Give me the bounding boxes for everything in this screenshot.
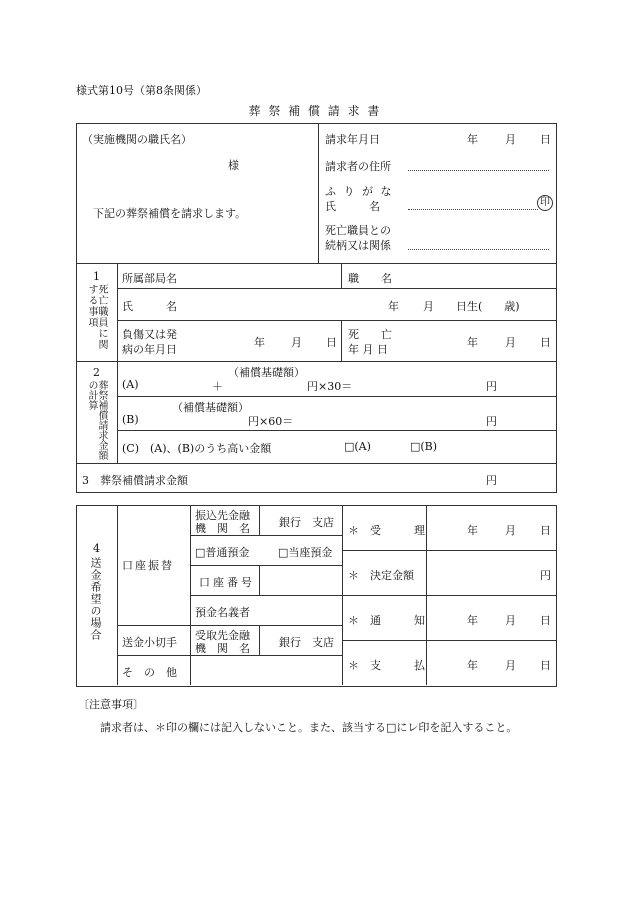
claimant-name-field[interactable]: [408, 209, 538, 210]
other-label: そ の 他: [122, 666, 177, 679]
request-date-label: 請求年月日: [325, 133, 380, 146]
section1-label: 死亡職員に関する事項: [86, 284, 107, 350]
recv-bank-label-2: 機 関 名: [195, 642, 250, 655]
section2-number: 2: [93, 366, 100, 379]
notice-month: 月: [505, 614, 516, 627]
death-date-label-2: 年 月 日: [348, 343, 388, 356]
deposit-ordinary-checkbox[interactable]: □普通預金: [195, 546, 250, 559]
calc-c-label: (C) (A)、(B)のうち高い金額: [122, 442, 272, 455]
base-amount-label-b: （補償基礎額）: [172, 401, 249, 414]
payment-label: ＊ 支 払: [348, 659, 425, 672]
money-order-label: 送金小切手: [122, 636, 177, 649]
deceased-name-label: 氏 名: [122, 300, 177, 313]
calc-b-yen: 円: [486, 415, 497, 428]
form-number: 様式第10号（第8条関係）: [76, 84, 207, 97]
dept-label: 所属部局名: [122, 272, 177, 285]
injury-month: 月: [291, 336, 302, 349]
receipt-label: ＊ 受 理: [348, 524, 425, 537]
decision-amount-yen: 円: [540, 569, 551, 582]
death-month: 月: [505, 336, 516, 349]
calc-a-label: (A): [122, 378, 139, 391]
birth-day-age: 日生( 歳): [456, 300, 520, 313]
address-field[interactable]: [408, 170, 549, 171]
calc-a-formula: 円×30＝: [307, 380, 353, 393]
payment-year: 年: [467, 659, 478, 672]
calc-b-formula: 円×60＝: [248, 415, 294, 428]
relation-field[interactable]: [408, 249, 549, 250]
calc-c-option-b[interactable]: □(B): [410, 440, 438, 453]
section3-label: 3 葬祭補償請求金額: [82, 474, 188, 487]
calc-a-yen: 円: [486, 380, 497, 393]
furigana-label: ふ り が な: [325, 185, 394, 198]
notes-text: 請求者は、＊印の欄には記入しないこと。また、該当する□にレ印を記入すること。: [100, 721, 518, 734]
section3-yen: 円: [486, 474, 497, 487]
notes-heading: 〔注意事項〕: [78, 698, 144, 711]
post-label: 職 名: [348, 272, 392, 285]
section4-number: 4: [93, 542, 100, 555]
receipt-month: 月: [505, 524, 516, 537]
request-date-year: 年: [467, 133, 478, 146]
injury-year: 年: [254, 336, 265, 349]
birth-year: 年: [388, 300, 399, 313]
calc-c-option-a[interactable]: □(A): [344, 440, 371, 453]
request-date-day: 日: [540, 133, 551, 146]
institution-label: （実施機関の職氏名）: [82, 133, 192, 146]
notice-day: 日: [540, 614, 551, 627]
relation-label-1: 死亡職員との: [325, 224, 391, 237]
base-amount-label-a: （補償基礎額）: [228, 366, 305, 379]
account-holder-label: 預金名義者: [195, 606, 250, 619]
claimant-name-label: 氏 名: [325, 200, 380, 213]
injury-date-label-2: 病の年月日: [122, 343, 177, 356]
receipt-day: 日: [540, 524, 551, 537]
bank-label-1: 振込先金融: [195, 509, 250, 522]
bank-branch: 銀行 支店: [279, 516, 334, 529]
death-day: 日: [540, 336, 551, 349]
form-title: 葬 祭 補 償 請 求 書: [248, 104, 382, 118]
death-date-label-1: 死 亡: [348, 328, 392, 341]
payment-day: 日: [540, 659, 551, 672]
injury-day: 日: [326, 336, 337, 349]
bank-label-2: 機 関 名: [195, 522, 250, 535]
seal-mark: 印: [537, 195, 553, 211]
sama-label: 様: [228, 159, 239, 172]
payment-month: 月: [505, 659, 516, 672]
receipt-year: 年: [467, 524, 478, 537]
recv-bank-label-1: 受取先金融: [195, 629, 250, 642]
section2-label: 葬祭補償請求金額の計算: [86, 380, 107, 460]
notice-label: ＊ 通 知: [348, 614, 425, 627]
section1-number: 1: [93, 270, 100, 283]
death-year: 年: [467, 336, 478, 349]
deposit-checking-checkbox[interactable]: □当座預金: [278, 546, 333, 559]
account-number-label: 口座番号: [199, 576, 255, 589]
injury-date-label-1: 負傷又は発: [122, 328, 177, 341]
relation-label-2: 続柄又は関係: [325, 239, 391, 252]
calc-a-plus: ＋: [212, 380, 223, 393]
notice-year: 年: [467, 614, 478, 627]
address-label: 請求者の住所: [325, 160, 391, 173]
birth-month: 月: [423, 300, 434, 313]
request-date-month: 月: [505, 133, 516, 146]
decision-amount-label: ＊ 決定金額: [348, 569, 414, 582]
calc-b-label: (B): [122, 413, 139, 426]
section4-label: 送金希望の場合: [89, 557, 102, 641]
account-transfer-label: 口座振替: [122, 559, 174, 572]
recv-bank-branch: 銀行 支店: [279, 636, 334, 649]
remittance-table: [76, 505, 557, 687]
request-text: 下記の葬祭補償を請求します。: [93, 207, 247, 220]
